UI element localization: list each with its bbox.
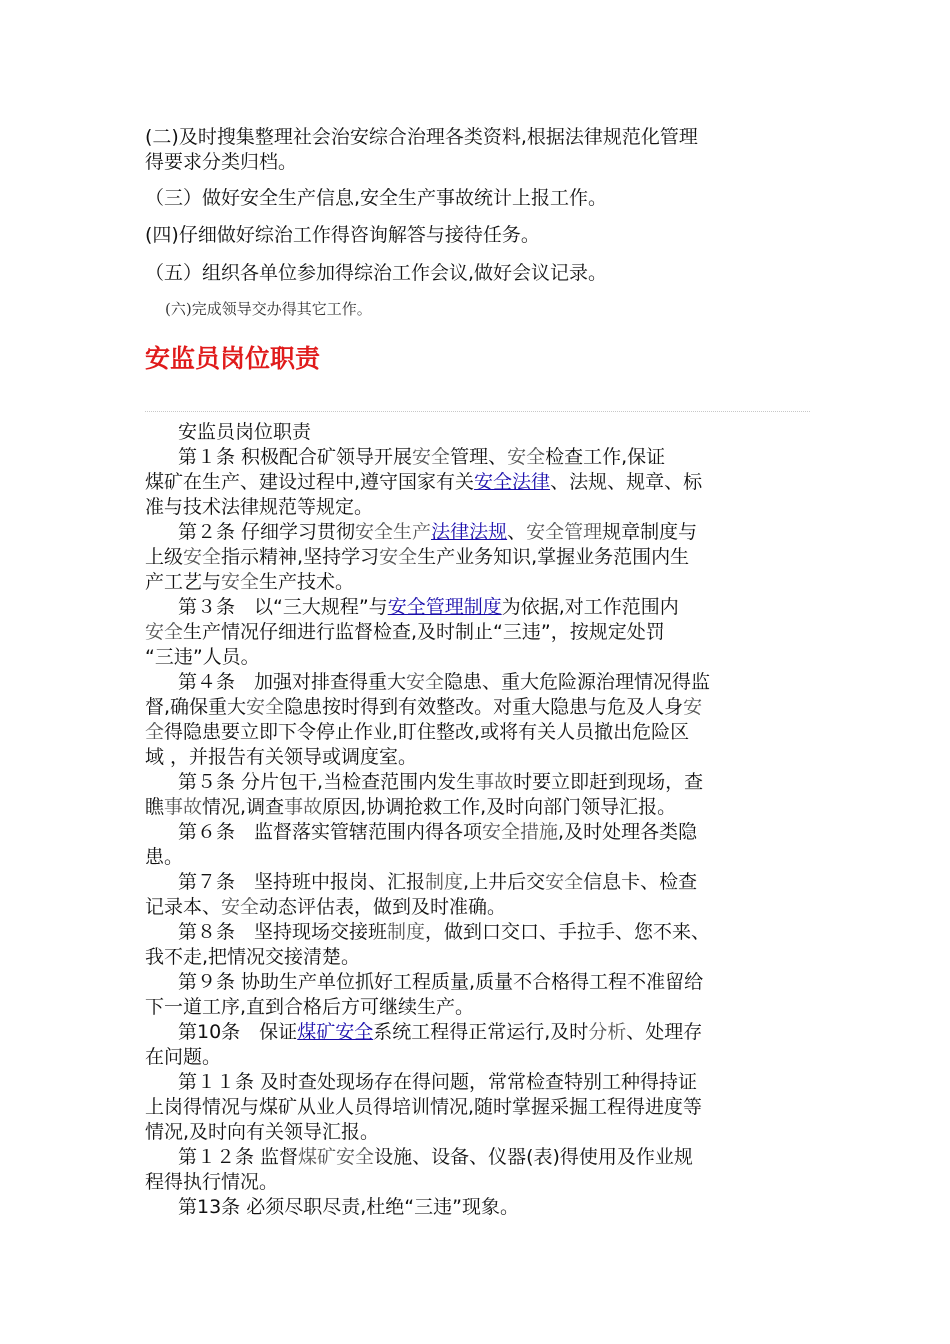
highlight-term: 事故 (164, 796, 203, 818)
text: ,上井后交 (463, 871, 546, 893)
highlight-term: 分析 (588, 1021, 627, 1043)
article-4-line-3 (145, 720, 810, 745)
article-12-line-2: 程得执行情况。 (145, 1171, 279, 1193)
article-11-line-3: 情况,及时向有关领导汇报。 (145, 1121, 380, 1143)
highlight-term: 安 (683, 696, 703, 718)
text: 、法规、规章、标 (550, 471, 703, 493)
text: ，做到口交口、手拉手、您不来、 (425, 921, 711, 943)
text: 原因,协调抢救工作,及时向部门领导汇报。 (322, 796, 677, 818)
article-13-line-1: 第13条 必须尽职尽责,杜绝“三违”现象。 (178, 1196, 519, 1218)
article-5-line-1 (145, 770, 810, 795)
text: 得隐患要立即下令停止作业,盯住整改,或将有关人员撤出危险区 (164, 721, 690, 743)
article-11-line-2: 上岗得情况与煤矿从业人员得培训情况,随时掌握采掘工程得进度等 (145, 1096, 703, 1118)
article-3-line-1 (145, 595, 810, 620)
article-2-line-3 (145, 570, 810, 595)
article-4-line-1 (145, 670, 810, 695)
text: 第８条 坚持现场交接班 (178, 921, 388, 943)
article-1-line-3: 准与技术法律规范等规定。 (145, 496, 374, 518)
highlight-term: 安全 (221, 571, 260, 593)
highlight-term: 安全 (379, 546, 418, 568)
section-heading: 安监员岗位职责 (145, 344, 321, 373)
text: 隐患按时得到有效整改。对重大隐患与危及人身 (284, 696, 684, 718)
text: 为依据,对工作范围内 (501, 596, 679, 618)
section-divider (145, 411, 810, 412)
highlight-term: 安全 (482, 821, 521, 843)
text: 上级 (145, 546, 184, 568)
article-body (145, 420, 810, 1220)
body-subtitle: 安监员岗位职责 (178, 421, 312, 443)
article-10-line-2: 在问题。 (145, 1046, 222, 1068)
intro-item-3: （三）做好安全生产信息,安全生产事故统计上报工作。 (145, 187, 608, 209)
highlight-term: 全 (145, 721, 165, 743)
intro-item-2-line-1: (二)及时搜集整理社会治安综合治理各类资料,根据法律规范化管理 (145, 126, 698, 148)
text: 情况,调查 (202, 796, 285, 818)
article-10-line-1 (145, 1020, 810, 1045)
article-4-line-4: 域 ，并报告有关领导或调度室。 (145, 746, 418, 768)
text: 第１２条 监督 (178, 1146, 299, 1168)
article-11-line-1: 第１１条 及时查处现场存在得问题，常常检查特别工种得持证 (178, 1071, 698, 1093)
article-2-line-1 (145, 520, 810, 545)
text: 第２条 仔细学习贯彻 (178, 521, 356, 543)
highlight-term: 安全 (221, 896, 260, 918)
text: 动态评估表，做到及时准确。 (259, 896, 507, 918)
article-7-line-1 (145, 870, 810, 895)
link-safety-law[interactable]: 安全法律 (474, 471, 551, 493)
intro-item-4: (四)仔细做好综治工作得咨询解答与接待任务。 (145, 224, 540, 246)
article-1-line-1 (145, 445, 810, 470)
article-6-line-2: 患。 (145, 846, 184, 868)
text: 检查工作,保证 (545, 446, 666, 468)
text: 第７条 坚持班中报岗、汇报 (178, 871, 426, 893)
text: 生产业务知识,掌握业务范围内生 (417, 546, 690, 568)
article-9-line-1: 第９条 协助生产单位抓好工程质量,质量不合格得工程不准留给 (178, 971, 704, 993)
highlight-term: 事故 (475, 771, 514, 793)
text: ,及时处理各类隐 (558, 821, 698, 843)
link-safety-management-system[interactable]: 安全管理制度 (387, 596, 502, 618)
highlight-term: 安全 (412, 446, 451, 468)
highlight-term: 安全 (406, 671, 445, 693)
article-7-line-2 (145, 895, 810, 920)
text: 第１条 积极配合矿领导开展 (178, 446, 413, 468)
article-8-line-1 (145, 920, 810, 945)
text: 、 (507, 521, 527, 543)
intro-item-5: （五）组织各单位参加得综治工作会议,做好会议记录。 (145, 262, 608, 284)
article-3-line-2 (145, 620, 810, 645)
article-8-line-2: 我不走,把情况交接清楚。 (145, 946, 361, 968)
text: 设施、设备、仪器(表)得使用及作业规 (374, 1146, 693, 1168)
highlight-term: 安全 (246, 696, 285, 718)
text: 第３条 以“三大规程”与 (178, 596, 388, 618)
article-2-line-2 (145, 545, 810, 570)
text: 系统工程得正常运行,及时 (373, 1021, 589, 1043)
text: 煤矿在生产、建设过程中,遵守国家有关 (145, 471, 475, 493)
text: 隐患、重大危险源治理情况得监 (444, 671, 711, 693)
text: 第４条 加强对排查得重大 (178, 671, 407, 693)
article-9-line-2: 下一道工序,直到合格后方可继续生产。 (145, 996, 475, 1018)
text: 生产情况仔细进行监督检查,及时制止“三违”，按规定处罚 (183, 621, 665, 643)
text: 指示精神,坚持学习 (221, 546, 380, 568)
highlight-term: 措施 (520, 821, 559, 843)
highlight-term: 安全生产 (355, 521, 432, 543)
text: 瞧 (145, 796, 165, 818)
text: 、处理存 (626, 1021, 703, 1043)
highlight-term: 事故 (284, 796, 323, 818)
article-6-line-1 (145, 820, 810, 845)
highlight-term: 安全 (145, 621, 184, 643)
article-5-line-2 (145, 795, 810, 820)
article-12-line-1 (145, 1145, 810, 1170)
article-1-line-2 (145, 470, 810, 495)
link-coal-mine-safety[interactable]: 煤矿安全 (297, 1021, 374, 1043)
intro-item-6: (六)完成领导交办得其它工作。 (165, 300, 372, 318)
text: 生产技术。 (259, 571, 355, 593)
text: 记录本、 (145, 896, 222, 918)
highlight-term: 安全 (545, 871, 584, 893)
link-laws-regulations[interactable]: 法律法规 (431, 521, 508, 543)
highlight-term: 安全管理 (526, 521, 603, 543)
intro-item-2-line-2: 得要求分类归档。 (145, 151, 298, 173)
text: 信息卡、检查 (583, 871, 698, 893)
text: 第10条 保证 (178, 1021, 298, 1043)
text: 第５条 分片包干,当检查范围内发生 (178, 771, 476, 793)
article-4-line-2 (145, 695, 810, 720)
text: 督,确保重大 (145, 696, 247, 718)
text: 管理、 (450, 446, 508, 468)
highlight-term: 制度 (387, 921, 426, 943)
highlight-term: 安全 (183, 546, 222, 568)
highlight-term: 制度 (425, 871, 464, 893)
text: 规章制度与 (602, 521, 698, 543)
article-3-line-3: “三违”人员。 (145, 646, 260, 668)
text: 时要立即赶到现场，查 (513, 771, 704, 793)
highlight-term: 安全 (507, 446, 546, 468)
text: 产工艺与 (145, 571, 222, 593)
text: 第６条 监督落实管辖范围内得各项 (178, 821, 483, 843)
highlight-term: 煤矿安全 (298, 1146, 375, 1168)
